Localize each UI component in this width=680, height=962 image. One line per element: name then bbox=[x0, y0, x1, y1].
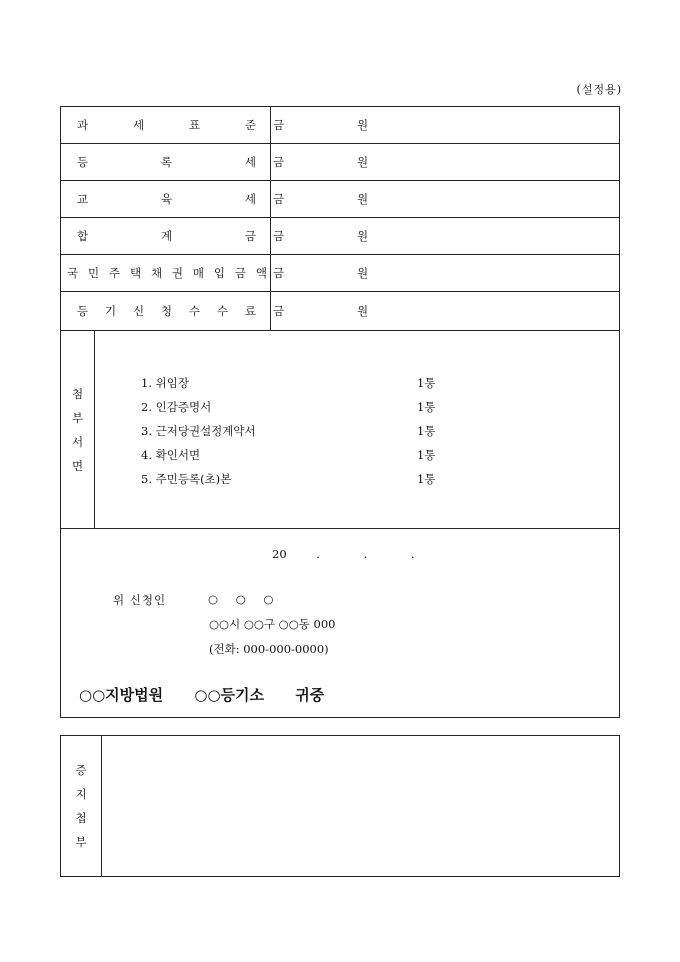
list-item: 4. 확인서면 1통 bbox=[141, 448, 436, 462]
attachments-section bbox=[61, 331, 619, 529]
fee-label-total: 합 계 금 bbox=[61, 218, 271, 254]
registry-office-name: ○○등기소 bbox=[194, 686, 265, 704]
applicant-phone: (전화: 000-000-0000) bbox=[209, 642, 329, 656]
fee-label-education-tax: 교 육 세 bbox=[61, 181, 271, 217]
attachments-side-label: 첨 부 서 면 bbox=[61, 331, 95, 528]
fee-row-tax-base bbox=[61, 107, 619, 144]
attachments-list bbox=[141, 371, 461, 491]
fee-row-registration-tax bbox=[61, 144, 619, 181]
list-item: 3. 근저당권설정계약서 1통 bbox=[141, 424, 436, 438]
fee-row-housing-bond bbox=[61, 255, 619, 292]
fee-label-tax-base: 과 세 표 준 bbox=[61, 107, 271, 143]
fee-value-total: 금 원 bbox=[273, 229, 369, 243]
fee-label-registration-tax: 등 록 세 bbox=[61, 144, 271, 180]
addressee-suffix: 귀중 bbox=[295, 686, 325, 704]
fee-value-housing-bond: 금 원 bbox=[273, 266, 369, 280]
fee-row-education-tax bbox=[61, 181, 619, 218]
fee-value-tax-base: 금 원 bbox=[273, 118, 369, 132]
list-item: 5. 주민등록(초)본 1통 bbox=[141, 472, 436, 486]
fee-label-housing-bond: 국 민 주 택 채 권 매 입 금 액 bbox=[61, 255, 271, 291]
list-item: 2. 인감증명서 1통 bbox=[141, 400, 436, 414]
stamp-side-label: 증 지 첩 부 bbox=[61, 736, 102, 876]
fee-value-registration-tax: 금 원 bbox=[273, 155, 369, 169]
fee-label-filing-fee: 등 기 신 청 수 수 료 bbox=[61, 292, 271, 330]
court-addressee bbox=[79, 684, 350, 705]
fee-value-filing-fee: 금 원 bbox=[273, 304, 369, 318]
application-table bbox=[60, 106, 620, 718]
fee-row-total bbox=[61, 218, 619, 255]
fee-row-filing-fee bbox=[61, 292, 619, 331]
date-line: 20 . . . bbox=[272, 547, 415, 561]
stamp-attachment-box bbox=[60, 735, 620, 877]
applicant-label: 위 신청인 bbox=[113, 593, 167, 607]
purpose-label: (설정용) bbox=[576, 83, 622, 96]
court-name: ○○지방법원 bbox=[79, 686, 164, 704]
applicant-name: ○ ○ ○ bbox=[208, 592, 274, 606]
list-item: 1. 위임장 1통 bbox=[141, 376, 436, 390]
fee-value-education-tax: 금 원 bbox=[273, 192, 369, 206]
signature-section bbox=[61, 529, 619, 717]
applicant-address: ○○시 ○○구 ○○동 000 bbox=[209, 617, 336, 631]
